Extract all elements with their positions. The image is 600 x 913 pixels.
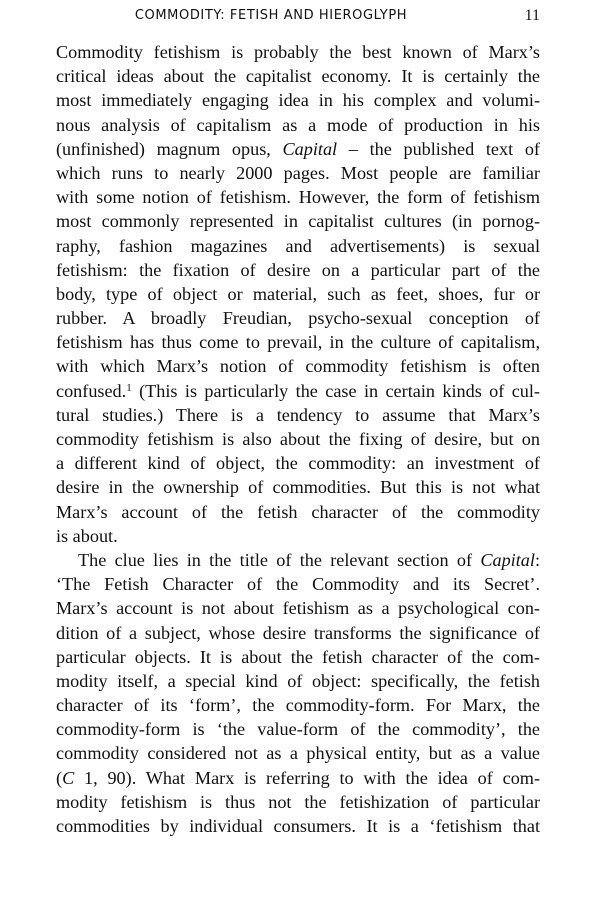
text-line: nous analysis of capitalism as a mode of production in his: [56, 114, 540, 135]
text-run: :: [534, 549, 540, 570]
text-line: tural studies.) There is a tendency to assume that Marx’s: [56, 404, 540, 425]
text-run: (unfinished) magnum opus,: [56, 138, 283, 159]
text-run: confused.: [56, 380, 127, 401]
text-line: commodity fetishism is also about the fixing of desire, but on: [56, 429, 540, 449]
book-title: Capital: [282, 138, 338, 159]
text-line: is about.: [56, 525, 118, 546]
footnote-marker[interactable]: 1: [126, 381, 132, 394]
text-line: modity fetishism is thus not the fetishization of particular: [56, 791, 540, 812]
text-line: fetishism has thus come to prevail, in the culture of capitalism,: [56, 332, 540, 353]
text-line: [56, 137, 540, 161]
paragraph-1: [56, 40, 540, 548]
text-line: a different kind of object, the commodity: an investment of: [56, 453, 540, 474]
text-line: Marx’s account is not about fetishism as a psychological con-: [56, 598, 540, 619]
text-line: most commonly represented in capitalist cultures (in pornog-: [56, 211, 540, 232]
text-line: rubber. A broadly Freudian, psycho-sexual conception of: [56, 308, 540, 329]
text-line: with some notion of fetishism. However, the form of fetishism: [56, 187, 540, 208]
running-title: COMMODITY: FETISH AND HIEROGLYPH: [134, 8, 408, 23]
running-head: [56, 7, 540, 29]
text-line: desire in the ownership of commodities. But this is not what: [56, 477, 540, 498]
body-text: [56, 40, 540, 838]
text-line: [56, 379, 540, 403]
text-line: commodity considered not as a physical entity, but as a value: [56, 743, 540, 764]
text-line: Commodity fetishism is probably the best known of Marx’s: [56, 42, 540, 62]
text-line: [56, 548, 540, 572]
text-line: most immediately engaging idea in his complex and volumi-: [56, 90, 540, 111]
text-line: particular objects. It is about the fetish character of the com-: [56, 646, 540, 667]
text-line: which runs to nearly 2000 pages. Most people are familiar: [56, 162, 540, 183]
text-line: critical ideas about the capitalist economy. It is certainly the: [56, 66, 540, 87]
citation-abbrev: C: [62, 767, 75, 788]
page-number: 11: [524, 7, 540, 24]
text-line: commodities by individual consumers. It is a ‘fetishism that: [56, 816, 540, 836]
text-run: 1, 90). What Marx is referring to with the idea of com-: [74, 767, 540, 788]
text-run: (This is particularly the case in certain kinds of cul-: [131, 380, 540, 401]
text-line: raphy, fashion magazines and advertisements) is sexual: [56, 235, 540, 256]
text-line: character of its ‘form’, the commodity-form. For Marx, the: [56, 695, 540, 716]
text-line: ‘The Fetish Character of the Commodity and its Secret’.: [56, 574, 540, 595]
text-line: commodity-form is ‘the value-form of the commodity’, the: [56, 719, 540, 740]
text-line: Marx’s account of the fetish character of the commodity: [56, 501, 540, 522]
text-run: (: [56, 767, 63, 788]
text-line: modity itself, a special kind of object: specifically, the fetish: [56, 670, 540, 691]
text-run: – the published text of: [337, 138, 540, 159]
text-run: The clue lies in the title of the relevant section of: [78, 549, 481, 570]
text-line: [56, 766, 540, 790]
text-line: dition of a subject, whose desire transforms the significance of: [56, 622, 540, 643]
text-line: body, type of object or material, such as feet, shoes, fur or: [56, 283, 540, 304]
book-title: Capital: [480, 549, 535, 570]
text-line: fetishism: the fixation of desire on a particular part of the: [56, 259, 540, 280]
text-line: with which Marx’s notion of commodity fetishism is often: [56, 356, 540, 377]
paragraph-2: [56, 548, 540, 838]
